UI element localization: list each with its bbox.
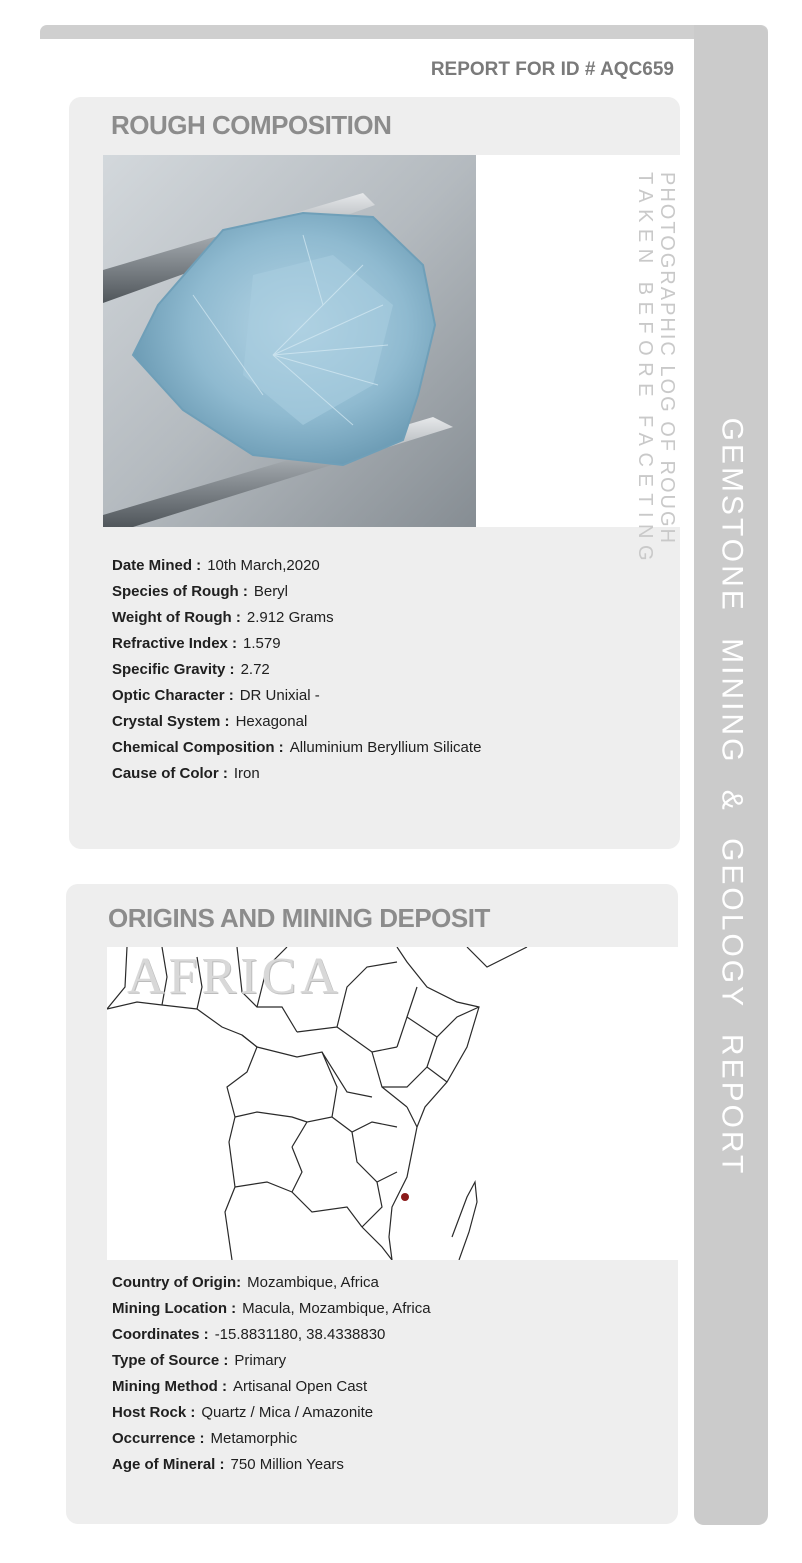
property-value: DR Unixial -: [239, 687, 320, 704]
property-label: Weight of Rough :: [112, 609, 241, 626]
property-label: Country of Origin:: [112, 1274, 242, 1291]
map-label: AFRICA: [127, 948, 342, 1005]
property-label: Refractive Index :: [112, 635, 238, 652]
property-value: Beryl: [253, 583, 289, 600]
property-value: Artisanal Open Cast: [232, 1378, 368, 1395]
property-row: [112, 1274, 431, 1300]
property-label: Type of Source :: [112, 1352, 229, 1369]
property-row: [112, 1378, 431, 1404]
rough-properties: [112, 557, 481, 791]
property-row: [112, 661, 481, 687]
property-row: [112, 765, 481, 791]
photo-caption: [633, 172, 681, 568]
origins-title: ORIGINS AND MINING DEPOSIT: [108, 903, 490, 933]
property-label: Date Mined :: [112, 557, 202, 574]
mine-location-marker: [401, 1193, 409, 1201]
property-row: [112, 1456, 431, 1482]
property-value: 2.72: [240, 661, 270, 678]
property-row: [112, 1300, 431, 1326]
property-value: Primary: [234, 1352, 287, 1369]
property-value: Quartz / Mica / Amazonite: [201, 1404, 374, 1421]
property-value: Alluminium Beryllium Silicate: [289, 739, 482, 756]
side-title-container: [694, 25, 768, 1525]
property-label: Species of Rough :: [112, 583, 248, 600]
report-top-bar: [40, 25, 768, 39]
property-label: Occurrence :: [112, 1430, 205, 1447]
property-value: -15.8831180, 38.4338830: [214, 1326, 386, 1343]
property-label: Coordinates :: [112, 1326, 209, 1343]
property-label: Cause of Color :: [112, 765, 228, 782]
africa-map: [107, 947, 678, 1260]
property-label: Host Rock :: [112, 1404, 196, 1421]
property-label: Crystal System :: [112, 713, 230, 730]
property-label: Mining Location :: [112, 1300, 237, 1317]
property-value: 1.579: [243, 635, 281, 652]
property-value: Macula, Mozambique, Africa: [242, 1300, 431, 1317]
property-row: [112, 1326, 431, 1352]
property-value: Mozambique, Africa: [247, 1274, 379, 1291]
property-value: 750 Million Years: [230, 1456, 344, 1473]
property-row: [112, 1404, 431, 1430]
gemstone-image: [103, 155, 476, 527]
property-label: Mining Method :: [112, 1378, 227, 1395]
origin-properties: [112, 1274, 431, 1482]
rough-composition-title: ROUGH COMPOSITION: [111, 110, 392, 140]
property-row: [112, 687, 481, 713]
property-row: [112, 713, 481, 739]
property-value: 10th March,2020: [207, 557, 320, 574]
property-row: [112, 609, 481, 635]
property-value: Hexagonal: [235, 713, 308, 730]
property-value: 2.912 Grams: [246, 609, 334, 626]
property-row: [112, 583, 481, 609]
property-row: [112, 1430, 431, 1456]
property-label: Age of Mineral :: [112, 1456, 225, 1473]
rough-gemstone-photo: [103, 155, 476, 527]
property-row: [112, 557, 481, 583]
property-row: [112, 739, 481, 765]
report-id: REPORT FOR ID # AQC659: [430, 59, 674, 80]
property-value: Iron: [233, 765, 260, 782]
property-value: Metamorphic: [210, 1430, 298, 1447]
property-row: [112, 1352, 431, 1378]
photo-caption-line-1: PHOTOGRAPHIC LOG OF ROUGH: [656, 172, 678, 545]
property-label: Optic Character :: [112, 687, 234, 704]
property-label: Specific Gravity :: [112, 661, 235, 678]
side-title: GEMSTONE MINING & GEOLOGY REPORT: [715, 417, 749, 1177]
photo-caption-line-2: TAKEN BEFORE FACETING: [634, 172, 656, 568]
property-row: [112, 635, 481, 661]
property-label: Chemical Composition :: [112, 739, 284, 756]
